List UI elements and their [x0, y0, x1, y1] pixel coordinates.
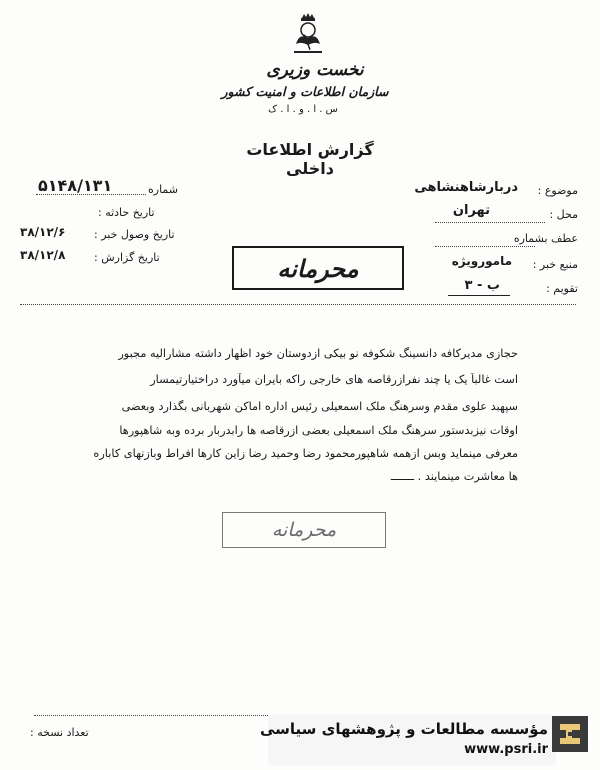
- number-value: ۵۱۴۸/۱۳۱: [38, 176, 113, 195]
- body-line-5: معرفی مینماید وبس ازهمه شاهپورمحمود رضا وحمید رضا زاین کارها افراط وبازنهای کاباره: [93, 447, 518, 460]
- body-line-4: اوقات نیزبدستور سرهنگ ملک اسمعیلی بعضی ازرقاصه ها رابدربار برده وبه شاهپورها: [119, 424, 518, 437]
- place-underline: [435, 222, 545, 223]
- report-date-value: ۳۸/۱۲/۸: [20, 248, 66, 262]
- organization-code: س . ا . و . ا . ک: [268, 104, 338, 115]
- number-label: شماره: [148, 183, 179, 196]
- reference-underline: [435, 246, 535, 247]
- body-line-1: حجازی مدیرکافه دانسینگ شکوفه نو بیکی ازدوستان خود اظهار داشته مشارالیه مجبور: [118, 347, 518, 360]
- place-label: محل :: [549, 208, 578, 221]
- confidential-stamp-faded: محرمانه: [222, 512, 386, 548]
- lion-and-sun-emblem-icon: [290, 12, 326, 54]
- subject-label: موضوع :: [537, 184, 578, 197]
- body-line-6: ها معاشرت مینمایند . ـــــــ: [390, 470, 518, 483]
- institute-url: www.psri.ir: [464, 742, 548, 757]
- confidential-stamp: محرمانه: [232, 246, 404, 290]
- organization-name: سازمان اطلاعات و امنیت کشور: [221, 84, 389, 99]
- source-label: منبع خبر :: [532, 258, 578, 271]
- receipt-date-label: تاریخ وصول خبر :: [94, 228, 175, 241]
- report-date-label: تاریخ گزارش :: [94, 251, 160, 264]
- rating-value: ب - ۳: [464, 278, 500, 293]
- reference-label: عطف بشماره: [513, 232, 578, 245]
- rating-label: تقویم :: [546, 282, 578, 295]
- header-separator: [20, 304, 576, 305]
- receipt-date-value: ۳۸/۱۲/۶: [20, 225, 66, 239]
- institute-name: مؤسسه مطالعات و پژوهشهای سیاسی: [259, 720, 548, 738]
- subject-value: دربارشاهنشاهی: [414, 180, 518, 195]
- body-line-3: سپهبد علوی مقدم وسرهنگ ملک اسمعیلی رئیس اداره اماکن شهربانی بگذارد وبعضی: [121, 400, 518, 413]
- rating-underline: [448, 295, 510, 296]
- incident-date-label: تاریخ حادثه :: [98, 206, 155, 219]
- pm-office-heading: نخست وزیری: [266, 60, 364, 80]
- source-value: مامورویژه: [451, 254, 512, 268]
- copies-label: تعداد نسخه :: [30, 726, 89, 739]
- body-line-2: است غالباً یک یا چند نفرازرقاصه های خارجی راکه بایران میآورد دراختیارتیمسار: [150, 373, 518, 386]
- report-title: گزارش اطلاعات داخلی: [246, 140, 374, 178]
- institute-logo-icon: [552, 716, 588, 752]
- number-underline: [36, 194, 146, 195]
- place-value: تهران: [452, 203, 490, 218]
